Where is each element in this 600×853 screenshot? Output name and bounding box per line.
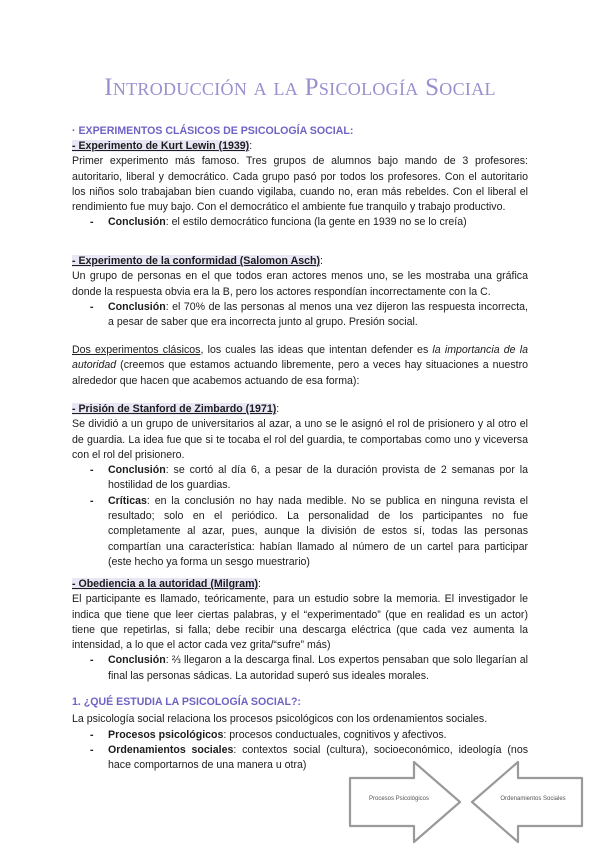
experiment-lewin: [72, 139, 528, 231]
lewin-text: Primer experimento más famoso. Tres grupos de alumnos bajo mando de 3 profesores: autoritario, liberal y democrático. Cada grupo pasó por todos los profesores. Con el autoritario los niños solo trabajaban bien cuando vigilaba, cuando no, eran más rebeldes. Con el liberal el rendimiento fue muy bajo. Con el democrático el ambiente fue tranquilo y trabajo productivo.: [72, 155, 528, 214]
orders-label: Ordenamientos sociales: [108, 743, 234, 756]
milgram-conclusion: - Conclusión: ⅔ llegaron a la descarga final. Los expertos pensaban que solo llegarían al final las personas sádicas. La autoridad superó sus ideales morales.: [90, 654, 528, 682]
zimbardo-colon: :: [276, 403, 280, 415]
lewin-title: - Experimento de Kurt Lewin (1939): [72, 140, 250, 152]
lewin-conclusion: - Conclusión: el estilo democrático funciona (la gente en 1939 no se lo creía): [90, 216, 467, 229]
zimbardo-conclusion-text: : se cortó al día 6, a pesar de la duración provista de 2 semanas por la hostilidad de los guardias.: [108, 464, 528, 492]
lewin-conclusion-text: : el estilo democrático funciona (la gente en 1939 no se lo creía): [165, 216, 467, 229]
milgram-colon: :: [258, 578, 261, 590]
experiment-zimbardo: [72, 402, 528, 570]
asch-conclusion-text: : el 70% de las personas al menos una vez dijeron las respuesta incorrecta, a pesar de saber que era incorrecta junto al grupo. Presión social.: [108, 300, 528, 329]
two-experiments-text2: (creemos que estamos actuando libremente, pero a veces hay situaciones a nuestro alrededor que hacen que acabemos actuando de esa forma):: [72, 359, 528, 387]
milgram-title: - Obediencia a la autoridad (Milgram): [72, 578, 259, 590]
experiment-milgram: [72, 577, 528, 684]
two-experiments-text1: , los cuales las ideas que intentan defender es: [200, 344, 433, 356]
asch-conclusion-label: Conclusión: [108, 300, 166, 313]
zimbardo-text: Se dividió a un grupo de universitarios al azar, a uno se le asignó el rol de prisionero y al otro el de guardia. La idea fue que si te tocaba el rol del guardia, te comportabas como uno y viceversa con el rol del prisionero.: [72, 418, 528, 461]
zimbardo-conclusion: - Conclusión: se cortó al día 6, a pesar de la duración provista de 2 semanas por la hostilidad de los guardias.: [90, 464, 528, 492]
arrow-label-social-orders: Ordenamientos Sociales: [500, 796, 566, 802]
section-experiments: [72, 124, 528, 139]
two-experiments-lead: Dos experimentos clásicos: [72, 344, 201, 356]
arrow-label-psychological-processes: Procesos Psicológicos: [368, 796, 430, 802]
asch-text: Un grupo de personas en el que todos eran actores menos uno, se les mostraba una gráfica donde la respuesta obvia era la B, pero los actores respondían incorrectamente con la C.: [72, 270, 528, 298]
two-experiments-italic: la importancia de la autoridad: [72, 344, 528, 372]
milgram-text: El participante es llamado, teóricamente, para un estudio sobre la memoria. El investigador le indica que tiene que leer ciertas palabras, y el “experimentado” (que en realidad es un actor) tiene que repetirlas, si falla; debe recibir una descarga eléctrica (que cada vez aumenta la intensidad, a lo que el actor cada vez grita/“sufre” más): [72, 593, 528, 652]
asch-title: - Experimento de la conformidad (Salomon Asch): [72, 255, 321, 267]
lewin-conclusion-label: Conclusión: [108, 216, 166, 229]
arrow-social-orders: [462, 756, 592, 848]
section-heading-experiments: · EXPERIMENTOS CLÁSICOS DE PSICOLOGÍA SOCIAL:: [72, 125, 354, 137]
processes-label: Procesos psicológicos: [108, 728, 224, 741]
zimbardo-criticism-label: Críticas: [108, 494, 147, 507]
orders-text: : contextos social (cultura), socioeconómico, ideología (nos hace comportarnos de una manera u otra): [108, 743, 529, 772]
zimbardo-criticism: - Críticas: en la conclusión no hay nada medible. No se publica en ninguna revista el resultado; solo en el periódico. La personalidad de los participantes no fue completamente al azar, pues, aunque la división de estos sí, todas las personas compartían una característica: habían llamado al número de un cartel para participar (este hecho ya forma un sesgo muestrario): [90, 494, 528, 568]
orders-bullet: - Ordenamientos sociales: contextos social (cultura), socioeconómico, ideología (nos hace comportarnos de una manera u otra): [90, 743, 529, 772]
arrow-psychological-processes: [340, 756, 470, 848]
section2-text: La psicología social relaciona los procesos psicológicos con los ordenamientos sociales.: [72, 713, 488, 726]
lewin-colon: :: [249, 140, 253, 152]
experiment-asch: [72, 254, 528, 330]
zimbardo-conclusion-label: Conclusión: [108, 464, 166, 477]
asch-colon: :: [320, 255, 323, 267]
processes-bullet: - Procesos psicológicos: procesos conductuales, cognitivos y afectivos.: [90, 728, 447, 741]
milgram-conclusion-label: Conclusión: [108, 654, 166, 667]
section-heading-what-studies: 1. ¿QUÉ ESTUDIA LA PSICOLOGÍA SOCIAL?:: [72, 696, 301, 708]
zimbardo-title: - Prisión de Stanford de Zimbardo (1971): [72, 403, 277, 415]
zimbardo-criticism-text: : en la conclusión no hay nada medible. No se publica en ninguna revista el resultado; solo en el periódico. La personalidad de los participantes no fue completamente al azar, pues, aunque la división de estos sí, todas las personas compartían una característica: habían llamado al número de un cartel para participar (este hecho ya forma un sesgo muestrario): [108, 494, 528, 568]
page-title: Introducción a la Psicología Social: [104, 74, 496, 101]
asch-conclusion: - Conclusión: el 70% de las personas al menos una vez dijeron las respuesta incorrecta, a pesar de saber que era incorrecta junto al grupo. Presión social.: [90, 300, 528, 329]
two-experiments-paragraph: [72, 343, 528, 389]
milgram-conclusion-text: : ⅔ llegaron a la descarga final. Los expertos pensaban que solo llegarían al final las personas sádicas. La autoridad superó sus ideales morales.: [108, 654, 528, 682]
processes-text: : procesos conductuales, cognitivos y afectivos.: [223, 728, 447, 741]
